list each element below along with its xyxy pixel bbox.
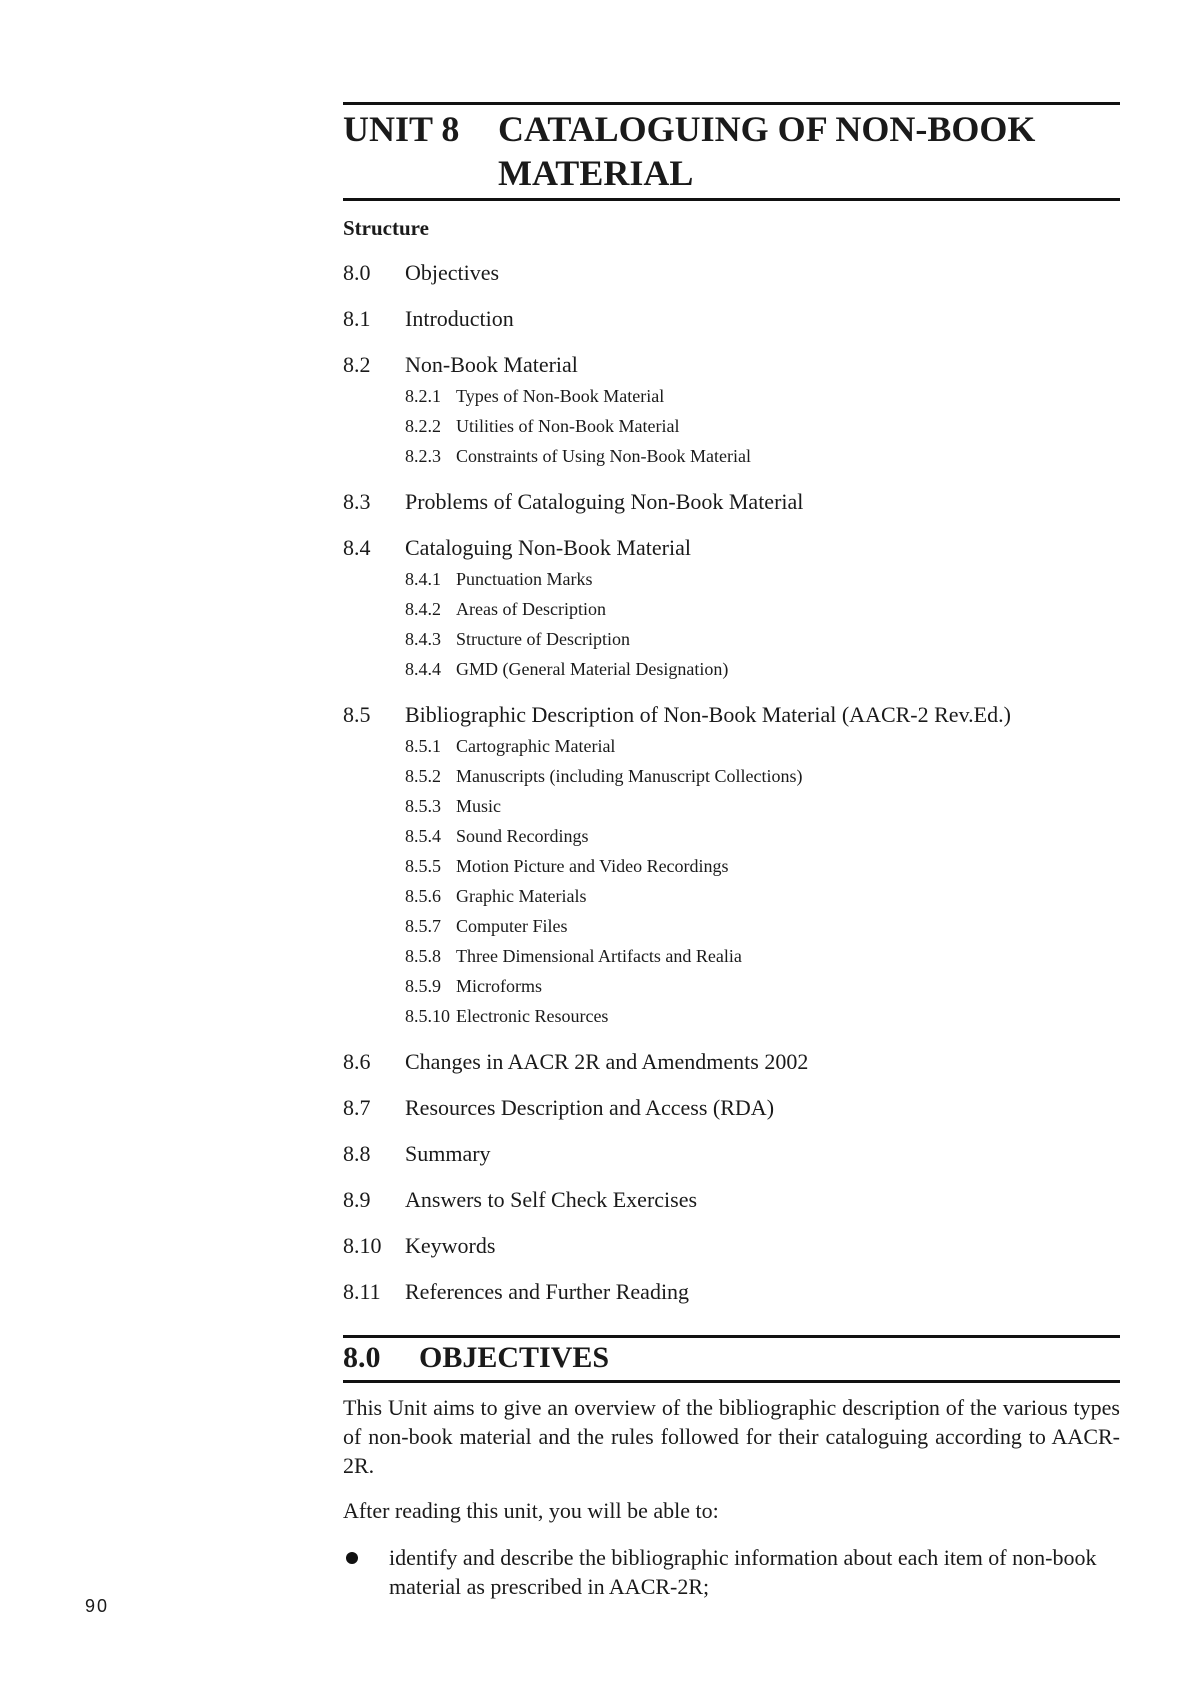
toc-item <box>343 1185 1120 1215</box>
toc-subsection <box>405 821 1120 851</box>
toc-entry-number: 8.0 <box>343 260 371 285</box>
page-number: 90 <box>85 1596 110 1616</box>
toc-subsection-number: 8.5.6 <box>405 886 441 906</box>
toc-entry <box>343 700 1120 730</box>
toc-subsection <box>405 911 1120 941</box>
bullet-icon <box>343 1543 389 1601</box>
toc-subsection <box>405 654 1120 684</box>
toc-subsection-label: Graphic Materials <box>456 886 587 906</box>
toc-entry-number: 8.4 <box>343 535 371 560</box>
toc-entry <box>343 1277 1120 1307</box>
toc-subsection <box>405 761 1120 791</box>
toc-entry <box>343 533 1120 563</box>
toc-subsection <box>405 564 1120 594</box>
toc-entry-number: 8.11 <box>343 1279 381 1304</box>
toc-entry-label: Problems of Cataloguing Non-Book Material <box>405 489 804 514</box>
toc-entry <box>343 1185 1120 1215</box>
toc-item <box>343 1047 1120 1077</box>
toc-subsection-number: 8.2.3 <box>405 446 441 466</box>
toc-entry-number: 8.7 <box>343 1095 371 1120</box>
toc-subsection-label: Sound Recordings <box>456 826 589 846</box>
toc-item <box>343 258 1120 288</box>
toc-entry-label: Resources Description and Access (RDA) <box>405 1095 775 1120</box>
unit-title-line-1: CATALOGUING OF NON-BOOK <box>498 109 1036 149</box>
toc-subsection-number: 8.4.3 <box>405 629 441 649</box>
toc-subsection <box>405 941 1120 971</box>
unit-title <box>498 107 1120 195</box>
toc-item <box>343 700 1120 1031</box>
toc-item <box>343 350 1120 471</box>
toc-entry-number: 8.2 <box>343 352 371 377</box>
toc-subsection-label: Motion Picture and Video Recordings <box>456 856 729 876</box>
toc-item <box>343 1277 1120 1307</box>
toc-entry-label: Keywords <box>405 1233 496 1258</box>
toc-subsection-number: 8.4.2 <box>405 599 441 619</box>
toc-subsection-list <box>405 731 1120 1031</box>
toc-subsection-number: 8.5.8 <box>405 946 441 966</box>
toc-entry <box>343 1093 1120 1123</box>
toc-subsection-label: GMD (General Material Designation) <box>456 659 729 679</box>
toc-item <box>343 1231 1120 1261</box>
unit-header <box>343 102 1120 201</box>
objectives-paragraph-2: After reading this unit, you will be able to: <box>343 1498 719 1523</box>
unit-title-line-2: MATERIAL <box>498 153 694 193</box>
toc-subsection-number: 8.2.1 <box>405 386 441 406</box>
toc-subsection <box>405 411 1120 441</box>
toc-subsection-label: Structure of Description <box>456 629 630 649</box>
toc-subsection-number: 8.5.2 <box>405 766 441 786</box>
toc-subsection-label: Computer Files <box>456 916 568 936</box>
toc-entry <box>343 1047 1120 1077</box>
unit-number: UNIT 8 <box>343 109 460 149</box>
toc-entry <box>343 350 1120 380</box>
toc-entry-number: 8.8 <box>343 1141 371 1166</box>
toc-subsection-number: 8.5.9 <box>405 976 441 996</box>
toc-entry-number: 8.6 <box>343 1049 371 1074</box>
toc-item <box>343 1093 1120 1123</box>
toc-entry-label: Cataloguing Non-Book Material <box>405 535 691 560</box>
toc-subsection <box>405 971 1120 1001</box>
toc-subsection-number: 8.4.4 <box>405 659 441 679</box>
toc-entry-label: Changes in AACR 2R and Amendments 2002 <box>405 1049 809 1074</box>
structure-heading: Structure <box>343 216 429 240</box>
toc-entry-label: Summary <box>405 1141 491 1166</box>
toc-item <box>343 487 1120 517</box>
toc-entry-label: Objectives <box>405 260 500 285</box>
unit-title-row <box>343 107 1120 195</box>
objectives-bullet-item <box>343 1543 1120 1601</box>
toc-subsection <box>405 624 1120 654</box>
toc-subsection-number: 8.5.10 <box>405 1006 450 1026</box>
toc-entry-label: Non-Book Material <box>405 352 578 377</box>
toc-entry-number: 8.5 <box>343 702 371 727</box>
toc-entry-number: 8.9 <box>343 1187 371 1212</box>
toc-subsection-label: Punctuation Marks <box>456 569 593 589</box>
toc-subsection-number: 8.5.4 <box>405 826 441 846</box>
toc-subsection-label: Constraints of Using Non-Book Material <box>456 446 751 466</box>
toc-entry-number: 8.3 <box>343 489 371 514</box>
toc-subsection-number: 8.2.2 <box>405 416 441 436</box>
toc-subsection <box>405 731 1120 761</box>
table-of-contents <box>343 258 1120 1323</box>
toc-item <box>343 304 1120 334</box>
toc-entry-number: 8.10 <box>343 1233 382 1258</box>
toc-subsection <box>405 881 1120 911</box>
toc-item <box>343 1139 1120 1169</box>
toc-entry <box>343 258 1120 288</box>
toc-subsection <box>405 381 1120 411</box>
toc-subsection-label: Cartographic Material <box>456 736 616 756</box>
toc-subsection-label: Areas of Description <box>456 599 606 619</box>
toc-subsection-label: Electronic Resources <box>456 1006 609 1026</box>
toc-entry-label: Introduction <box>405 306 514 331</box>
objectives-number: 8.0 <box>343 1341 381 1374</box>
toc-subsection <box>405 791 1120 821</box>
toc-subsection-label: Manuscripts (including Manuscript Collections) <box>456 766 803 786</box>
toc-subsection-label: Types of Non-Book Material <box>456 386 665 406</box>
objectives-header <box>343 1335 1120 1383</box>
toc-subsection-label: Utilities of Non-Book Material <box>456 416 680 436</box>
toc-subsection-number: 8.5.7 <box>405 916 441 936</box>
toc-entry-label: Bibliographic Description of Non-Book Material (AACR-2 Rev.Ed.) <box>405 702 1011 727</box>
objectives-heading: OBJECTIVES <box>419 1341 610 1374</box>
toc-subsection-list <box>405 564 1120 684</box>
toc-subsection-label: Three Dimensional Artifacts and Realia <box>456 946 742 966</box>
toc-entry-label: Answers to Self Check Exercises <box>405 1187 698 1212</box>
toc-subsection-number: 8.5.1 <box>405 736 441 756</box>
toc-subsection-label: Microforms <box>456 976 542 996</box>
toc-item <box>343 533 1120 684</box>
toc-subsection-label: Music <box>456 796 501 816</box>
toc-subsection-list <box>405 381 1120 471</box>
toc-subsection-number: 8.5.3 <box>405 796 441 816</box>
toc-subsection <box>405 851 1120 881</box>
toc-subsection <box>405 594 1120 624</box>
bullet-text: identify and describe the bibliographic information about each item of non-book material as prescribed in AACR-2R; <box>389 1545 1097 1599</box>
toc-entry <box>343 487 1120 517</box>
toc-entry-number: 8.1 <box>343 306 371 331</box>
toc-entry-label: References and Further Reading <box>405 1279 690 1304</box>
toc-subsection-number: 8.5.5 <box>405 856 441 876</box>
toc-subsection-number: 8.4.1 <box>405 569 441 589</box>
toc-subsection <box>405 1001 1120 1031</box>
toc-entry <box>343 1139 1120 1169</box>
objectives-paragraph-1: This Unit aims to give an overview of the bibliographic description of the various types of non-book material and the rules followed for their cataloguing according to AACR-2R. <box>343 1395 1120 1478</box>
toc-subsection <box>405 441 1120 471</box>
toc-entry <box>343 304 1120 334</box>
toc-entry <box>343 1231 1120 1261</box>
